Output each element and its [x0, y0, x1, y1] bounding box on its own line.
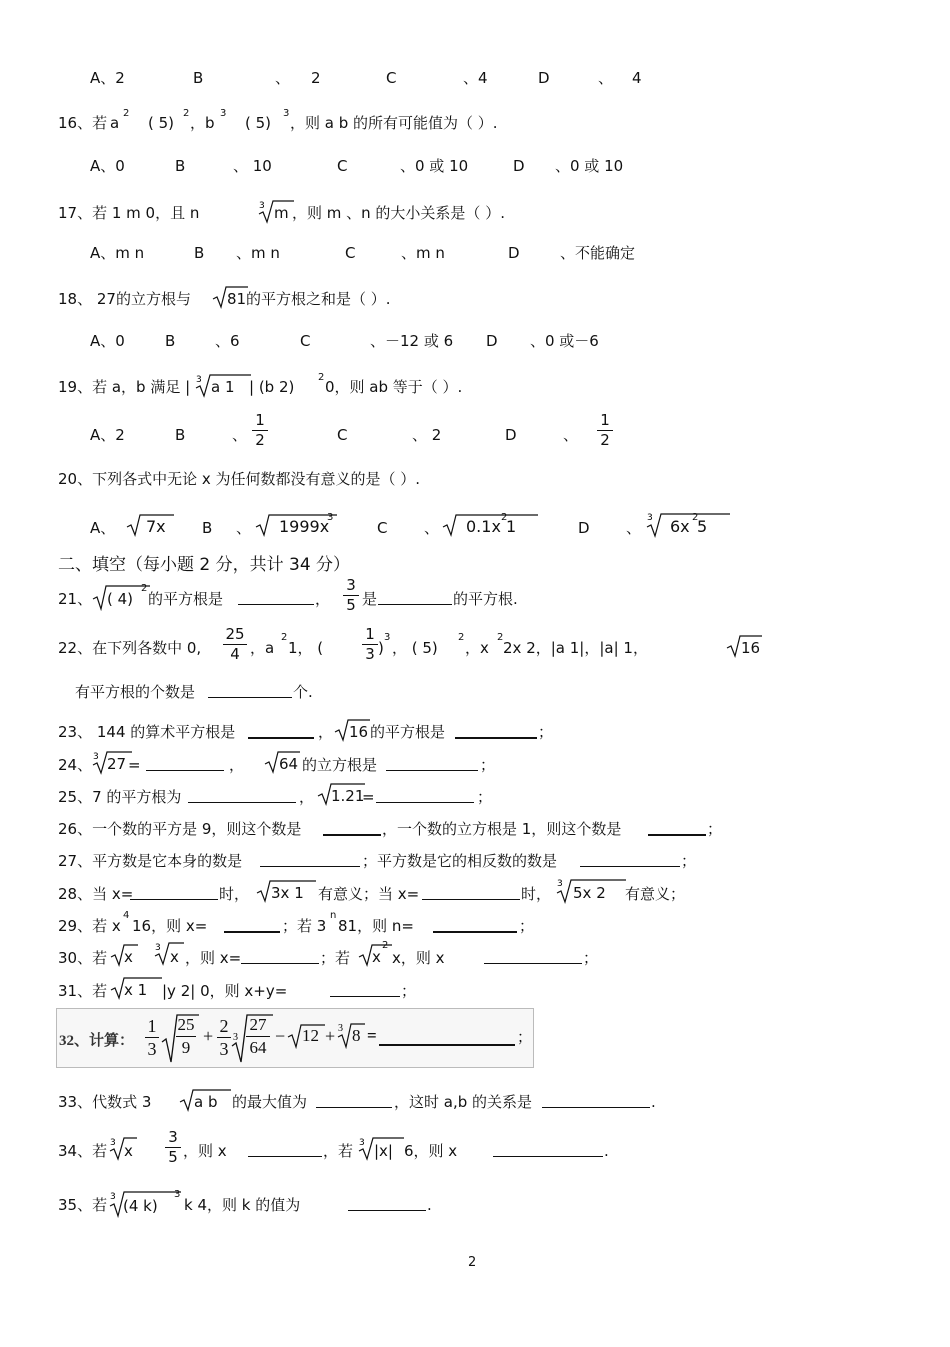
q16-opt-b: B — [175, 157, 186, 175]
q32-frac1-den: 3 — [147, 1039, 157, 1059]
q19-opt-b: B — [175, 426, 186, 444]
q21-tail: 是 — [362, 590, 378, 608]
q34-fraction — [165, 1129, 181, 1166]
q22-frac1-den: 4 — [230, 645, 240, 663]
q19-opt-b-fraction — [252, 412, 268, 449]
q20-opt-c: C — [377, 519, 388, 537]
q21-tail-2: 的平方根. — [453, 590, 518, 608]
q17-opt-d: D — [508, 244, 520, 262]
q17-opt-c: C — [345, 244, 356, 262]
q22-sup-a: 2 — [281, 632, 288, 643]
q18-opt-a: A、0 — [90, 332, 125, 350]
q17-text: 17、若 1 m 0，且 n — [58, 204, 200, 222]
q28-text: 28、当 x= — [58, 885, 134, 903]
q16-term-2: ( 5) — [148, 114, 175, 132]
q16-sup-1: 2 — [123, 108, 130, 119]
q33-text: 33、代数式 3 — [58, 1093, 152, 1111]
q17-tail: ，则 m 、n 的大小关系是（ ）. — [292, 204, 505, 222]
q31-blank[interactable] — [330, 982, 400, 997]
q22-frac2-num: 1 — [365, 625, 375, 643]
q21-blank-1[interactable] — [238, 590, 314, 605]
q29-sup: 4 — [123, 910, 130, 921]
q23-end: ； — [538, 723, 554, 741]
q26-text: 26、一个数的平方是 9，则这个数是 — [58, 820, 302, 838]
q20-opt-a: A、 — [90, 519, 116, 537]
q34-frac-num: 3 — [168, 1128, 178, 1146]
q34-mid: ，则 x — [183, 1142, 227, 1160]
q28-end: 有意义； — [625, 885, 686, 903]
q27-blank-2[interactable] — [580, 852, 680, 867]
q22-sup-paren: 3 — [384, 632, 391, 643]
q22-term-rest: 2x 2，|a 1|，|a| 1， — [503, 639, 648, 657]
q32-frac-1 — [145, 1016, 159, 1059]
q19-opt-c: C — [337, 426, 348, 444]
q29-blank-1[interactable] — [224, 917, 280, 933]
q16-sup-2: 2 — [183, 108, 190, 119]
q22-radicand: 16 — [741, 639, 761, 657]
q26-end: ； — [707, 820, 723, 838]
q16-term-a: a — [110, 114, 120, 132]
q20-opt-b-radicand: 1999x — [279, 517, 330, 536]
q21-blank-2[interactable] — [378, 590, 452, 605]
q16-sup-3: 3 — [220, 108, 227, 119]
q32-minus: − — [275, 1026, 286, 1046]
q20-opt-d-radicand: 6x — [670, 517, 690, 536]
svg-text:3: 3 — [359, 1138, 365, 1148]
q20-opt-b-sup: 3 — [327, 512, 334, 523]
q22-fraction-1 — [223, 626, 247, 663]
q31-end: ； — [401, 982, 417, 1000]
q34-blank-1[interactable] — [248, 1142, 322, 1157]
q20-opt-b: B — [202, 519, 213, 537]
q19-opt-d-frac-den: 2 — [600, 431, 610, 449]
q32-label: 32、计算： — [59, 1033, 135, 1049]
q31-radicand: x 1 — [124, 981, 148, 999]
q20-opt-a-radicand: 7x — [146, 517, 166, 536]
q18-text: 18、 27的立方根与 — [58, 290, 191, 308]
q34-blank-2[interactable] — [493, 1142, 603, 1157]
q21-fraction — [343, 577, 359, 614]
q16-sup-4: 3 — [283, 108, 290, 119]
q28-mid: 有意义；当 x= — [318, 885, 420, 903]
q30-end: ； — [583, 949, 599, 967]
q29-mid2: ；若 3 — [282, 917, 327, 935]
svg-text:3: 3 — [338, 1023, 343, 1034]
q32-frac1-num: 1 — [147, 1016, 157, 1036]
q35-end: . — [427, 1196, 432, 1214]
q15-option-b-label: B — [193, 69, 204, 87]
q34-mid2: ，若 — [323, 1142, 354, 1160]
q24-end: ； — [480, 756, 496, 774]
q20-opt-d-sup: 2 — [692, 512, 699, 523]
q15-option-c-value: 、4 — [463, 69, 488, 87]
q32-plus: + — [203, 1026, 214, 1046]
q22-term-paren: ) — [378, 639, 384, 657]
q33-end: . — [651, 1093, 656, 1111]
q18-opt-c: C — [300, 332, 311, 350]
q32-r2-den: 64 — [249, 1038, 267, 1057]
q32-root-frac-2 — [246, 1015, 270, 1058]
q25-radicand: 1.21 — [331, 787, 365, 805]
q30-mid2: ；若 — [320, 949, 351, 967]
q16-opt-d: D — [513, 157, 525, 175]
q16-opt-c: C — [337, 157, 348, 175]
q27-blank-1[interactable] — [260, 852, 360, 867]
q17-opt-a: A、m n — [90, 244, 145, 262]
q16-term-3: ，b — [190, 114, 215, 132]
q29-sup-2: n — [330, 910, 337, 921]
q24-number: 24、 — [58, 756, 93, 774]
q24-eq: = — [128, 756, 141, 774]
q22-line2-tail: 个. — [293, 683, 313, 701]
q25-end: ； — [477, 788, 493, 806]
q22-line2: 有平方根的个数是 — [75, 683, 196, 701]
q32-frac2-den: 3 — [219, 1039, 229, 1059]
q21-sup: 2 — [141, 583, 148, 594]
q32-r3: 12 — [302, 1026, 319, 1045]
svg-text:3: 3 — [110, 1138, 116, 1148]
q29-text: 29、若 x — [58, 917, 121, 935]
q32-root-frac-1 — [176, 1015, 196, 1058]
q30-sup: 2 — [382, 940, 389, 951]
q21-radicand: ( 4) — [107, 590, 134, 608]
q23-text: 23、 144 的算术平方根是 — [58, 723, 236, 741]
q31-mid: |y 2| 0，则 x+y= — [162, 982, 288, 1000]
q19-opt-d-sep: 、 — [563, 426, 579, 444]
q18-radicand: 81 — [227, 290, 247, 308]
q30-radicand: x — [124, 948, 133, 966]
q32-end: ； — [517, 1028, 533, 1046]
q32-blank[interactable] — [379, 1030, 515, 1046]
q20-opt-c-radicand: 0.1x — [466, 517, 501, 536]
q20-opt-d-sep: 、 — [626, 519, 642, 537]
q16-tail: ，则 a b 的所有可能值为（ ）. — [290, 114, 498, 132]
q27-end: ； — [681, 852, 697, 870]
q21-sep: ， — [315, 590, 331, 608]
q19-radicand: a 1 — [211, 378, 235, 396]
q19-sup: 2 — [318, 372, 325, 383]
q18-opt-d-val: 、0 或－6 — [530, 332, 599, 350]
q16-term-4: ( 5) — [245, 114, 272, 132]
q18-opt-b-val: 、6 — [215, 332, 240, 350]
svg-text:3: 3 — [233, 1032, 238, 1043]
q21-text: 的平方根是 — [148, 590, 224, 608]
q20-opt-b-sep: 、 — [236, 519, 252, 537]
q21-number: 21、 — [58, 590, 93, 608]
q22-sup-x: 2 — [497, 632, 504, 643]
q16-opt-d-val: 、0 或 10 — [555, 157, 624, 175]
q28-radicand-2: 5x 2 — [573, 884, 606, 902]
q19-opt-a: A、2 — [90, 426, 125, 444]
q22-term-a: ，a — [250, 639, 275, 657]
q16-opt-c-val: 、0 或 10 — [400, 157, 469, 175]
q26-blank-1[interactable] — [323, 820, 381, 836]
q15-option-d-sep: 、 — [598, 69, 614, 87]
q19-opt-b-frac-num: 1 — [255, 411, 265, 429]
q22-term-x: ，x — [465, 639, 489, 657]
q22-term-5: ， ( 5) — [392, 639, 438, 657]
q23-blank-1[interactable] — [248, 723, 314, 739]
q24-radicand-2: 64 — [279, 755, 299, 773]
q30-cube-root-sign — [154, 940, 184, 966]
q34-radicand-2: |x| — [374, 1142, 393, 1160]
q22-sup-5: 2 — [458, 632, 465, 643]
q22-text: 22、在下列各数中 0, — [58, 639, 202, 657]
q17-radicand: m — [274, 204, 289, 222]
q29-mid: 16，则 x= — [132, 917, 208, 935]
q22-term-a2: 1， ( — [288, 639, 324, 657]
q18-opt-b: B — [165, 332, 176, 350]
q30-radicand-2: x — [170, 948, 179, 966]
q32-cube-root-sign-2 — [337, 1019, 365, 1049]
q16-opt-a: A、0 — [90, 157, 125, 175]
q29-blank-2[interactable] — [433, 917, 517, 933]
svg-text:3: 3 — [110, 1192, 116, 1202]
q25-blank-2[interactable] — [376, 788, 474, 803]
q29-end: ； — [519, 917, 535, 935]
q34-radicand: x — [124, 1142, 133, 1160]
q35-text: 35、若 — [58, 1196, 108, 1214]
q30-radicand-3: x — [372, 948, 381, 966]
q27-text: 27、平方数是它本身的数是 — [58, 852, 243, 870]
q19-opt-d-fraction — [597, 412, 613, 449]
q21-frac-num: 3 — [346, 576, 356, 594]
q15-option-d-value: 4 — [632, 69, 642, 87]
q33-mid2: ，这时 a,b 的关系是 — [394, 1093, 533, 1111]
q34-frac-den: 5 — [168, 1148, 178, 1166]
q19-text: 19、若 a，b 满足 | — [58, 378, 191, 396]
q20-opt-c-sup: 2 — [501, 512, 508, 523]
svg-text:3: 3 — [557, 879, 563, 889]
svg-text:3: 3 — [196, 375, 202, 385]
q34-text: 34、若 — [58, 1142, 108, 1160]
q33-radicand: a b — [194, 1093, 218, 1111]
q17-opt-d-val: 、不能确定 — [560, 244, 636, 262]
q20-opt-c-tail: 1 — [506, 517, 517, 536]
q30-blank-1[interactable] — [241, 949, 319, 964]
q28-when: 时， — [219, 885, 250, 903]
q20-opt-c-sep: 、 — [424, 519, 440, 537]
q32-frac-2 — [217, 1016, 231, 1059]
q28-when-2: 时， — [521, 885, 552, 903]
q18-tail: 的平方根之和是（ ）. — [246, 290, 391, 308]
q17-opt-c-val: 、m n — [401, 244, 445, 262]
q19-opt-d: D — [505, 426, 517, 444]
q32-r1-den: 9 — [181, 1038, 191, 1057]
q30-blank-2[interactable] — [484, 949, 582, 964]
q15-option-c-label: C — [386, 69, 397, 87]
svg-text:3: 3 — [93, 752, 99, 762]
q33-blank-2[interactable] — [542, 1093, 650, 1108]
q23-blank-2[interactable] — [455, 723, 537, 739]
q27-mid: ；平方数是它的相反数的数是 — [362, 852, 558, 870]
q23-sep: ， — [318, 723, 334, 741]
q19-opt-b-frac-den: 2 — [255, 431, 265, 449]
q17-opt-b: B — [194, 244, 205, 262]
q35-radicand: (4 k) — [123, 1197, 158, 1215]
q32-plus-2: + — [325, 1026, 336, 1046]
q28-radicand: 3x 1 — [271, 884, 304, 902]
q18-opt-c-val: 、－12 或 6 — [370, 332, 454, 350]
q25-text: 25、7 的平方根为 — [58, 788, 182, 806]
q15-option-b-sep: 、 — [275, 69, 291, 87]
q24-blank-2[interactable] — [386, 756, 478, 771]
svg-text:3: 3 — [259, 201, 265, 211]
q21-frac-den: 5 — [346, 596, 356, 614]
q20-text: 20、下列各式中无论 x 为任何数都没有意义的是（ ）. — [58, 470, 421, 488]
q30-mid: ，则 x= — [185, 949, 242, 967]
q32-r2-num: 27 — [249, 1015, 267, 1034]
svg-text:3: 3 — [155, 943, 161, 953]
q25-sep: ， — [299, 788, 315, 806]
q32-r1-num: 25 — [177, 1015, 195, 1034]
q32-r4: 8 — [352, 1026, 361, 1045]
q33-mid: 的最大值为 — [232, 1093, 308, 1111]
q20-opt-d: D — [578, 519, 590, 537]
q32-eq: = — [367, 1026, 377, 1045]
q35-blank[interactable] — [348, 1196, 426, 1211]
q18-opt-d: D — [486, 332, 498, 350]
q24-sep: ， — [229, 756, 245, 774]
q15-option-d-label: D — [538, 69, 550, 87]
q15-option-a: A、2 — [90, 69, 125, 87]
q19-opt-c-val: 、 2 — [412, 426, 442, 444]
q26-mid: ，一个数的立方根是 1，则这个数是 — [382, 820, 622, 838]
q19-opt-d-frac-num: 1 — [600, 411, 610, 429]
q22-fraction-2 — [362, 626, 378, 663]
q32-frac2-num: 2 — [219, 1016, 229, 1036]
q26-blank-2[interactable] — [648, 820, 706, 836]
q30-text: 30、若 — [58, 949, 108, 967]
q22-blank[interactable] — [208, 683, 292, 698]
section-fill-in-title: 二、填空（每小题 2 分，共计 34 分） — [58, 555, 351, 575]
q19-tail-2: 0，则 ab 等于（ ）. — [325, 378, 463, 396]
q34-mid3: 6，则 x — [404, 1142, 458, 1160]
q28-blank-2[interactable] — [422, 885, 520, 900]
q22-frac2-den: 3 — [365, 645, 375, 663]
page-number: 2 — [468, 1255, 477, 1270]
q25-eq: = — [362, 788, 375, 806]
q16-opt-b-val: 、 10 — [233, 157, 272, 175]
q16-number: 16、若 — [58, 114, 108, 132]
svg-text:3: 3 — [647, 513, 653, 523]
q24-blank-1[interactable] — [146, 756, 224, 771]
q35-sup: 3 — [174, 1189, 181, 1200]
q29-mid3: 81，则 n= — [338, 917, 414, 935]
q24-radicand: 27 — [107, 755, 127, 773]
q34-end: . — [604, 1142, 609, 1160]
q22-frac1-num: 25 — [225, 625, 245, 643]
q23-mid: 的平方根是 — [370, 723, 446, 741]
q25-blank-1[interactable] — [188, 788, 296, 803]
q20-opt-d-tail: 5 — [697, 517, 708, 536]
q32-calc-box — [56, 1008, 534, 1068]
q19-tail-1: | (b 2) — [249, 378, 295, 396]
q17-opt-b-val: 、m n — [236, 244, 280, 262]
q33-blank-1[interactable] — [316, 1093, 392, 1108]
q30-mid3: x，则 x — [392, 949, 445, 967]
q24-mid: 的立方根是 — [302, 756, 378, 774]
q31-text: 31、若 — [58, 982, 108, 1000]
q35-mid: k 4，则 k 的值为 — [184, 1196, 301, 1214]
q15-option-b-value: 2 — [311, 69, 321, 87]
q28-blank-1[interactable] — [130, 885, 218, 900]
q19-opt-b-sep: 、 — [232, 426, 248, 444]
q23-radicand: 16 — [349, 723, 369, 741]
